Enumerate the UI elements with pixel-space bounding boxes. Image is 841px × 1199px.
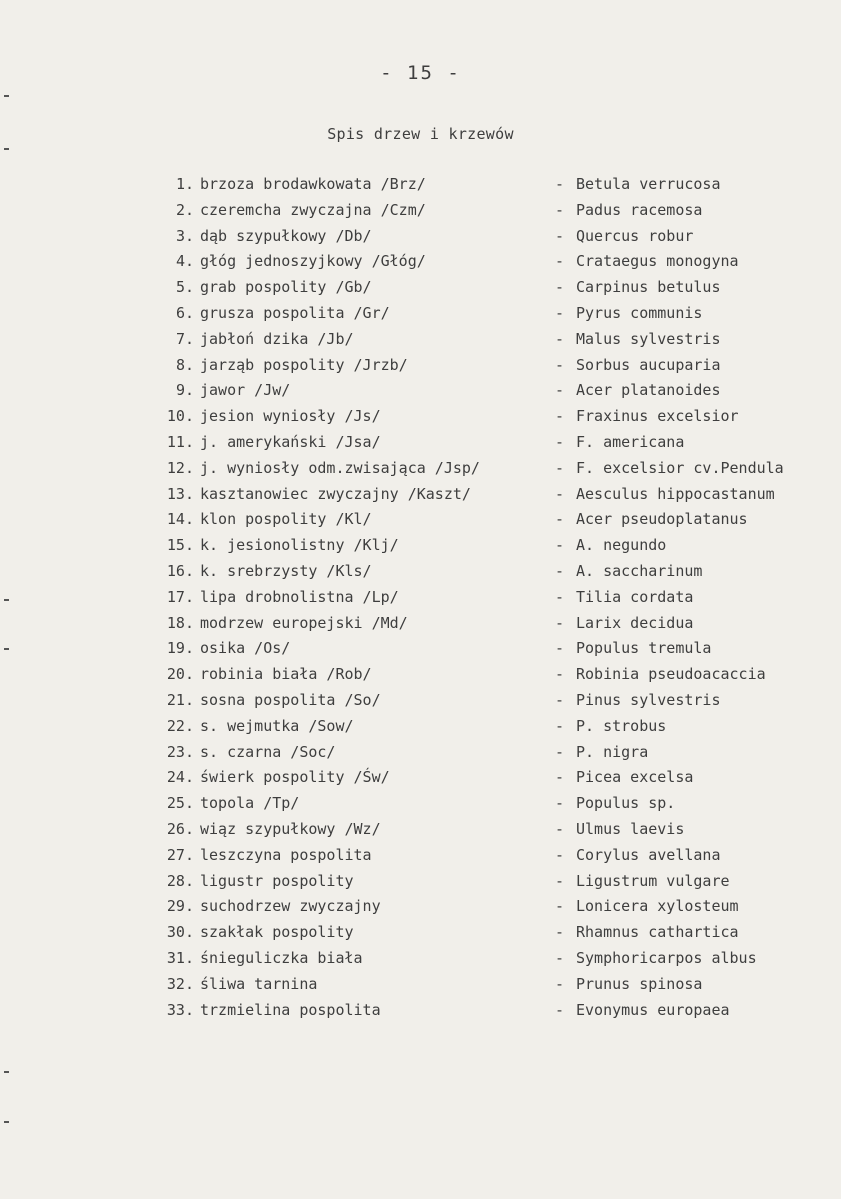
polish-name: grusza pospolita /Gr/ — [200, 303, 390, 322]
list-item — [0, 378, 841, 404]
list-item — [0, 224, 841, 250]
separator-dash: - — [555, 252, 565, 271]
list-item — [0, 585, 841, 611]
separator-dash: - — [555, 690, 565, 709]
item-number: 7. — [175, 329, 194, 348]
list-item — [0, 869, 841, 895]
polish-name: klon pospolity /Kl/ — [200, 510, 372, 529]
item-number: 26. — [166, 819, 194, 838]
separator-dash: - — [555, 407, 565, 426]
separator-dash: - — [555, 226, 565, 245]
polish-name: jabłoń dzika /Jb/ — [200, 329, 354, 348]
list-item — [0, 482, 841, 508]
latin-name: Larix decidua — [576, 613, 694, 632]
separator-dash: - — [555, 381, 565, 400]
latin-name: Carpinus betulus — [576, 278, 721, 297]
latin-name: Ligustrum vulgare — [576, 871, 730, 890]
polish-name: świerk pospolity /Św/ — [200, 768, 390, 787]
species-list — [0, 172, 841, 1023]
latin-name: P. strobus — [576, 716, 667, 735]
item-number: 14. — [166, 510, 194, 529]
separator-dash: - — [555, 613, 565, 632]
latin-name: P. nigra — [576, 742, 649, 761]
margin-mark — [4, 599, 9, 601]
list-item — [0, 688, 841, 714]
item-number: 4. — [175, 252, 194, 271]
latin-name: F. excelsior cv.Pendula — [576, 458, 784, 477]
list-item — [0, 662, 841, 688]
item-number: 31. — [166, 948, 194, 967]
latin-name: A. saccharinum — [576, 561, 703, 580]
list-item — [0, 740, 841, 766]
latin-name: Acer pseudoplatanus — [576, 510, 748, 529]
separator-dash: - — [555, 716, 565, 735]
latin-name: Prunus spinosa — [576, 974, 703, 993]
polish-name: ligustr pospolity — [200, 871, 354, 890]
item-number: 5. — [175, 278, 194, 297]
polish-name: jawor /Jw/ — [200, 381, 291, 400]
separator-dash: - — [555, 974, 565, 993]
separator-dash: - — [555, 200, 565, 219]
item-number: 9. — [175, 381, 194, 400]
list-item — [0, 946, 841, 972]
item-number: 27. — [166, 845, 194, 864]
separator-dash: - — [555, 587, 565, 606]
list-item — [0, 611, 841, 637]
item-number: 15. — [166, 536, 194, 555]
list-item — [0, 301, 841, 327]
item-number: 6. — [175, 303, 194, 322]
item-number: 10. — [166, 407, 194, 426]
margin-mark — [4, 1121, 9, 1123]
list-item — [0, 559, 841, 585]
item-number: 19. — [166, 639, 194, 658]
polish-name: s. wejmutka /Sow/ — [200, 716, 354, 735]
item-number: 8. — [175, 355, 194, 374]
polish-name: robinia biała /Rob/ — [200, 665, 372, 684]
item-number: 29. — [166, 897, 194, 916]
latin-name: Crataegus monogyna — [576, 252, 739, 271]
latin-name: F. americana — [576, 432, 685, 451]
latin-name: Pyrus communis — [576, 303, 703, 322]
separator-dash: - — [555, 1000, 565, 1019]
polish-name: brzoza brodawkowata /Brz/ — [200, 175, 426, 193]
polish-name: jesion wyniosły /Js/ — [200, 407, 381, 426]
polish-name: czeremcha zwyczajna /Czm/ — [200, 200, 426, 219]
latin-name: Robinia pseudoacaccia — [576, 665, 766, 684]
polish-name: lipa drobnolistna /Lp/ — [200, 587, 399, 606]
margin-mark — [4, 148, 9, 150]
polish-name: k. jesionolistny /Klj/ — [200, 536, 399, 555]
latin-name: Betula verrucosa — [576, 175, 721, 193]
latin-name: Malus sylvestris — [576, 329, 721, 348]
latin-name: Ulmus laevis — [576, 819, 685, 838]
polish-name: dąb szypułkowy /Db/ — [200, 226, 372, 245]
polish-name: j. wyniosły odm.zwisająca /Jsp/ — [200, 458, 480, 477]
latin-name: Quercus robur — [576, 226, 694, 245]
list-item — [0, 920, 841, 946]
separator-dash: - — [555, 536, 565, 555]
latin-name: Corylus avellana — [576, 845, 721, 864]
polish-name: śnieguliczka biała — [200, 948, 363, 967]
polish-name: szakłak pospolity — [200, 923, 354, 942]
separator-dash: - — [555, 278, 565, 297]
polish-name: grab pospolity /Gb/ — [200, 278, 372, 297]
separator-dash: - — [555, 819, 565, 838]
separator-dash: - — [555, 794, 565, 813]
list-item — [0, 791, 841, 817]
list-item — [0, 765, 841, 791]
item-number: 2. — [175, 200, 194, 219]
latin-name: Lonicera xylosteum — [576, 897, 739, 916]
separator-dash: - — [555, 665, 565, 684]
list-item — [0, 275, 841, 301]
latin-name: Pinus sylvestris — [576, 690, 721, 709]
polish-name: sosna pospolita /So/ — [200, 690, 381, 709]
latin-name: Tilia cordata — [576, 587, 694, 606]
polish-name: śliwa tarnina — [200, 974, 318, 993]
page-title: Spis drzew i krzewów — [327, 125, 514, 143]
latin-name: Padus racemosa — [576, 200, 703, 219]
margin-mark — [4, 1071, 9, 1073]
separator-dash: - — [555, 355, 565, 374]
item-number: 18. — [166, 613, 194, 632]
item-number: 30. — [166, 923, 194, 942]
list-item — [0, 714, 841, 740]
separator-dash: - — [555, 871, 565, 890]
separator-dash: - — [555, 897, 565, 916]
item-number: 32. — [166, 974, 194, 993]
separator-dash: - — [555, 175, 565, 193]
item-number: 23. — [166, 742, 194, 761]
list-item — [0, 972, 841, 998]
polish-name: s. czarna /Soc/ — [200, 742, 336, 761]
polish-name: osika /Os/ — [200, 639, 291, 658]
item-number: 25. — [166, 794, 194, 813]
polish-name: suchodrzew zwyczajny — [200, 897, 381, 916]
list-item — [0, 998, 841, 1024]
separator-dash: - — [555, 948, 565, 967]
polish-name: leszczyna pospolita — [200, 845, 372, 864]
separator-dash: - — [555, 484, 565, 503]
page-number: - 15 - — [380, 62, 461, 84]
separator-dash: - — [555, 510, 565, 529]
list-item — [0, 327, 841, 353]
separator-dash: - — [555, 639, 565, 658]
list-item — [0, 843, 841, 869]
list-item — [0, 430, 841, 456]
latin-name: Aesculus hippocastanum — [576, 484, 775, 503]
list-item — [0, 507, 841, 533]
latin-name: Symphoricarpos albus — [576, 948, 757, 967]
list-item — [0, 533, 841, 559]
latin-name: Fraxinus excelsior — [576, 407, 739, 426]
list-item — [0, 894, 841, 920]
list-item — [0, 353, 841, 379]
list-item — [0, 817, 841, 843]
list-item — [0, 404, 841, 430]
margin-mark — [4, 95, 9, 97]
polish-name: j. amerykański /Jsa/ — [200, 432, 381, 451]
item-number: 11. — [166, 432, 194, 451]
separator-dash: - — [555, 923, 565, 942]
polish-name: jarząb pospolity /Jrzb/ — [200, 355, 408, 374]
polish-name: k. srebrzysty /Kls/ — [200, 561, 372, 580]
item-number: 1. — [175, 175, 194, 193]
latin-name: Populus sp. — [576, 794, 676, 813]
item-number: 16. — [166, 561, 194, 580]
item-number: 28. — [166, 871, 194, 890]
separator-dash: - — [555, 432, 565, 451]
latin-name: Acer platanoides — [576, 381, 721, 400]
separator-dash: - — [555, 768, 565, 787]
latin-name: Rhamnus cathartica — [576, 923, 739, 942]
separator-dash: - — [555, 303, 565, 322]
latin-name: A. negundo — [576, 536, 667, 555]
list-item — [0, 249, 841, 275]
separator-dash: - — [555, 561, 565, 580]
separator-dash: - — [555, 845, 565, 864]
list-item — [0, 456, 841, 482]
polish-name: modrzew europejski /Md/ — [200, 613, 408, 632]
item-number: 24. — [166, 768, 194, 787]
item-number: 12. — [166, 458, 194, 477]
item-number: 13. — [166, 484, 194, 503]
item-number: 3. — [175, 226, 194, 245]
separator-dash: - — [555, 742, 565, 761]
item-number: 22. — [166, 716, 194, 735]
item-number: 17. — [166, 587, 194, 606]
list-item — [0, 636, 841, 662]
latin-name: Populus tremula — [576, 639, 712, 658]
latin-name: Sorbus aucuparia — [576, 355, 721, 374]
latin-name: Picea excelsa — [576, 768, 694, 787]
list-item — [0, 172, 841, 198]
polish-name: trzmielina pospolita — [200, 1000, 381, 1019]
polish-name: wiąz szypułkowy /Wz/ — [200, 819, 381, 838]
list-item — [0, 198, 841, 224]
latin-name: Evonymus europaea — [576, 1000, 730, 1019]
separator-dash: - — [555, 329, 565, 348]
separator-dash: - — [555, 458, 565, 477]
polish-name: kasztanowiec zwyczajny /Kaszt/ — [200, 484, 471, 503]
item-number: 20. — [166, 665, 194, 684]
item-number: 33. — [166, 1000, 194, 1019]
item-number: 21. — [166, 690, 194, 709]
polish-name: głóg jednoszyjkowy /Głóg/ — [200, 252, 426, 271]
margin-mark — [4, 648, 9, 650]
polish-name: topola /Tp/ — [200, 794, 300, 813]
